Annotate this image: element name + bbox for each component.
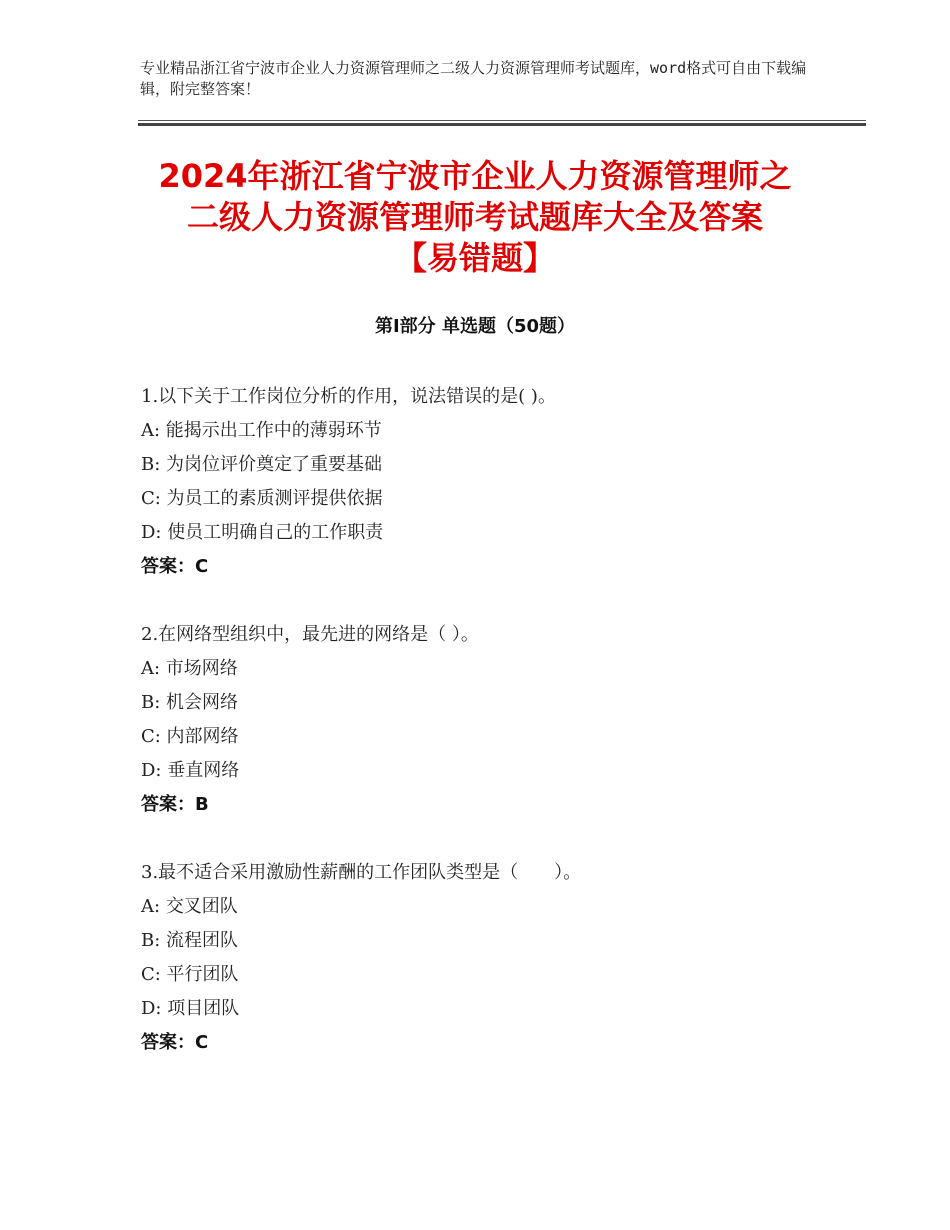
title-line-1: 2024年浙江省宁波市企业人力资源管理师之	[158, 157, 792, 195]
answer: 答案：C	[141, 556, 209, 577]
answer: 答案：B	[141, 794, 209, 815]
question-1	[141, 380, 861, 584]
answer: 答案：C	[141, 1032, 209, 1053]
option-d: D: 使员工明确自己的工作职责	[141, 522, 384, 543]
question-stem: 2.在网络型组织中，最先进的网络是（ ）。	[141, 624, 479, 645]
question-list	[141, 380, 861, 1094]
question-3	[141, 856, 861, 1060]
question-stem: 3.最不适合采用激励性薪酬的工作团队类型是（ ）。	[141, 862, 582, 883]
header-divider-thin	[138, 120, 866, 121]
document-title	[100, 156, 850, 279]
option-a: A: 市场网络	[141, 658, 238, 679]
option-c: C: 内部网络	[141, 726, 239, 747]
section-title: 第Ⅰ部分 单选题（50题）	[374, 316, 575, 337]
title-line-3: 【易错题】	[394, 239, 555, 277]
option-b: B: 为岗位评价奠定了重要基础	[141, 454, 383, 475]
option-d: D: 垂直网络	[141, 760, 240, 781]
header-divider-thick	[138, 123, 866, 126]
option-b: B: 机会网络	[141, 692, 239, 713]
option-a: A: 能揭示出工作中的薄弱环节	[141, 420, 382, 441]
title-line-2: 二级人力资源管理师考试题库大全及答案	[186, 198, 763, 236]
option-a: A: 交叉团队	[141, 896, 238, 917]
option-c: C: 平行团队	[141, 964, 239, 985]
option-c: C: 为员工的素质测评提供依据	[141, 488, 383, 509]
option-b: B: 流程团队	[141, 930, 239, 951]
option-d: D: 项目团队	[141, 998, 240, 1019]
header-note: 专业精品浙江省宁波市企业人力资源管理师之二级人力资源管理师考试题库，word格式可自由下载编辑，附完整答案！	[140, 59, 807, 98]
question-2	[141, 618, 861, 822]
question-stem: 1.以下关于工作岗位分析的作用，说法错误的是( )。	[141, 386, 556, 407]
